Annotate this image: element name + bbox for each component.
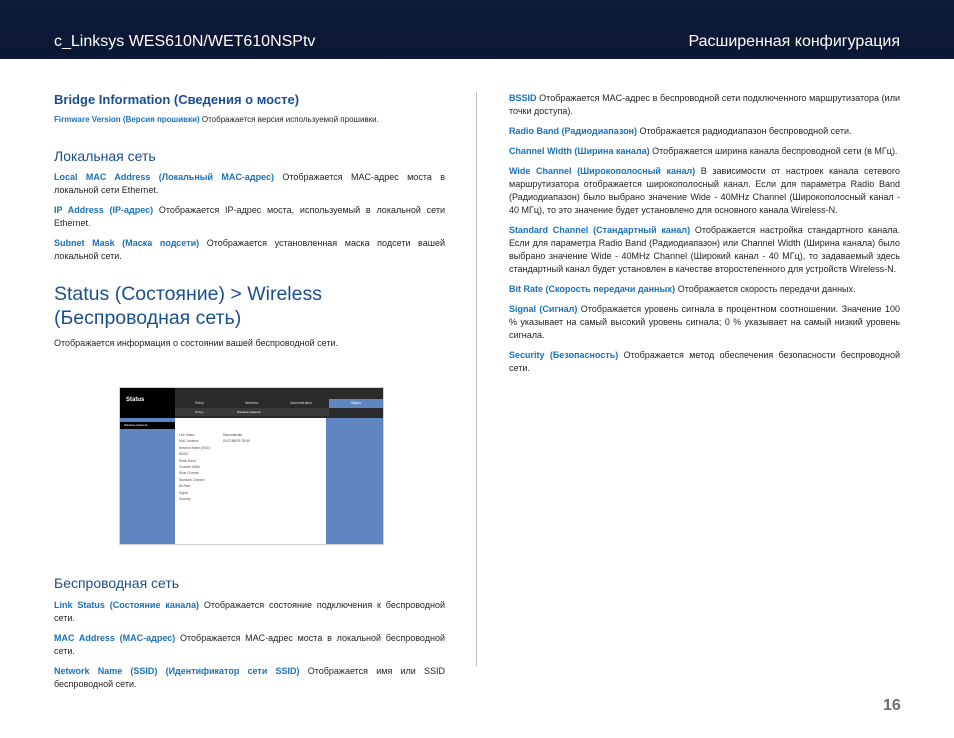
local-mac-paragraph <box>54 171 445 197</box>
link-status-paragraph <box>54 599 445 625</box>
screenshot-subtabs <box>175 408 329 416</box>
bssid-text: Отображается MAC-адрес в беспроводной сети подключенного маршрутизатора (или точки доступа). <box>509 93 900 116</box>
screenshot-row: Radio Band <box>179 458 196 463</box>
screenshot-sidebar <box>120 418 175 544</box>
channel-width-term: Channel Width (Ширина канала) <box>509 146 650 156</box>
screenshot-row: Network Name (SSID) <box>179 445 211 450</box>
link-status-text: Отображается состояние подключения к беспроводной сети. <box>54 600 445 623</box>
ip-paragraph <box>54 204 445 230</box>
bit-rate-term: Bit Rate (Скорость передачи данных) <box>509 284 676 294</box>
standard-channel-term: Standard Channel (Стандартный канал) <box>509 225 691 235</box>
screenshot-status-list <box>179 432 319 502</box>
page-header <box>0 0 954 59</box>
page-number: 16 <box>883 697 901 714</box>
bit-rate-paragraph <box>509 283 900 296</box>
firmware-text: Отображается версия используемой прошивки. <box>199 115 379 124</box>
screenshot-help-panel <box>326 418 383 544</box>
mac-term: MAC Address (MAC-адрес) <box>54 633 176 643</box>
screenshot-subtab-bridge: Bridge <box>195 410 204 414</box>
mac-paragraph <box>54 632 445 658</box>
security-term: Security (Безопасность) <box>509 350 619 360</box>
radio-band-paragraph <box>509 125 900 138</box>
screenshot-tab-administration: Administration <box>290 401 313 405</box>
status-heading <box>54 282 445 330</box>
bridge-info-heading: Bridge Information (Сведения о мосте) <box>54 92 300 107</box>
firmware-term: Firmware Version (Версия прошивки) <box>54 115 200 124</box>
screenshot-row: Wide Channel <box>179 471 200 476</box>
wireless-section <box>54 575 445 691</box>
standard-channel-paragraph <box>509 224 900 276</box>
subnet-term: Subnet Mask (Маска подсети) <box>54 238 200 248</box>
right-column <box>509 92 900 375</box>
subnet-text: Отображается установленная маска подсети вашей локальной сети. <box>54 238 445 261</box>
status-heading-line2: (Беспроводная сеть) <box>54 307 242 329</box>
ip-text: Отображается IP-адрес моста, используемый в локальной сети Ethernet. <box>54 205 446 228</box>
ssid-paragraph <box>54 665 445 691</box>
mac-text: Отображается MAC-адрес моста в локальной беспроводной сети. <box>54 633 445 656</box>
wide-channel-text: В зависимости от настроек канала сетевого маршрутизатора отображается широкополосный канал. Если для параметра Radio Band (Радиодиапазон) было выбрано значение Wide - 40MHz Channel (Широкополосный канал - 40 МГц), то это значение будет установлено для основного канала Wireless-N. <box>509 166 900 215</box>
status-heading-line1: Status (Состояние) > Wireless <box>54 283 322 305</box>
signal-term: Signal (Сигнал) <box>509 304 578 314</box>
radio-band-term: Radio Band (Радиодиапазон) <box>509 126 637 136</box>
subnet-paragraph <box>54 237 445 263</box>
screenshot-row: Bit Rate <box>179 484 191 489</box>
screenshot-row: Standard Channel <box>179 477 205 482</box>
screenshot-row: BSSID <box>179 452 189 457</box>
screenshot-row: MAC Address 00:22:6B:FE:78:99 <box>179 439 250 444</box>
screenshot-tab-wireless: Wireless <box>245 401 259 405</box>
wide-channel-paragraph <box>509 165 900 217</box>
standard-channel-text: Отображается настройка стандартного канала. Если для параметра Radio Band (Радиодиапазон) или Channel Width (Ширина канала) было выбрано значение Wide - 40MHz Channel (Широкий канал - 40 МГц), то задаваемый здесь стандартный канал будет установлен в качестве второстепенного для устройств Wireless-N. <box>509 225 900 274</box>
security-text: Отображается метод обеспечения безопасности беспроводной сети. <box>509 350 900 373</box>
status-intro: Отображается информация о состоянии вашей беспроводной сети. <box>54 338 339 348</box>
screenshot-tab-status: Status <box>329 399 383 408</box>
local-network-heading: Локальная сеть <box>54 148 156 164</box>
screenshot-tab-setup: Setup <box>195 401 205 405</box>
screenshot-row: Signal <box>179 490 188 495</box>
screenshot-subtab-wireless: Wireless Network <box>237 410 261 414</box>
signal-paragraph <box>509 303 900 342</box>
router-screenshot <box>119 387 384 545</box>
firmware-paragraph <box>54 113 445 126</box>
channel-width-paragraph <box>509 145 900 158</box>
ssid-text: Отображается имя или SSID беспроводной сети. <box>54 666 445 689</box>
left-column <box>54 92 445 350</box>
bssid-term: BSSID <box>509 93 537 103</box>
screenshot-row: Link Status Disconnected <box>179 433 243 437</box>
screenshot-logo: Status <box>126 397 145 403</box>
wide-channel-term: Wide Channel (Широкополосный канал) <box>509 166 696 176</box>
screenshot-row: Security <box>179 497 191 502</box>
screenshot-section-label: Wireless Network <box>120 422 175 429</box>
local-mac-term: Local MAC Address (Локальный MAC-адрес) <box>54 172 274 182</box>
channel-width-text: Отображается ширина канала беспроводной сети (в МГц). <box>649 146 898 156</box>
bssid-paragraph <box>509 92 900 118</box>
local-mac-text: Отображается MAC-адрес моста в локальной сети Ethernet. <box>54 172 445 195</box>
security-paragraph <box>509 349 900 375</box>
link-status-term: Link Status (Состояние канала) <box>54 600 199 610</box>
section-title: Расширенная конфигурация <box>688 33 900 50</box>
document-title: c_Linksys WES610N/WET610NSPtv <box>54 33 316 50</box>
column-divider <box>476 92 477 666</box>
ip-term: IP Address (IP-адрес) <box>54 205 154 215</box>
bit-rate-text: Отображается скорость передачи данных. <box>675 284 856 294</box>
screenshot-row: Channel Width <box>179 465 200 470</box>
ssid-term: Network Name (SSID) (Идентификатор сети SSID) <box>54 666 300 676</box>
wireless-heading: Беспроводная сеть <box>54 575 180 591</box>
radio-band-text: Отображается радиодиапазон беспроводной сети. <box>637 126 852 136</box>
signal-text: Отображается уровень сигнала в процентном соотношении. Значение 100 % указывает на самый высокий уровень сигнала; 0 % указывает на самый низкий уровень сигнала. <box>509 304 900 340</box>
